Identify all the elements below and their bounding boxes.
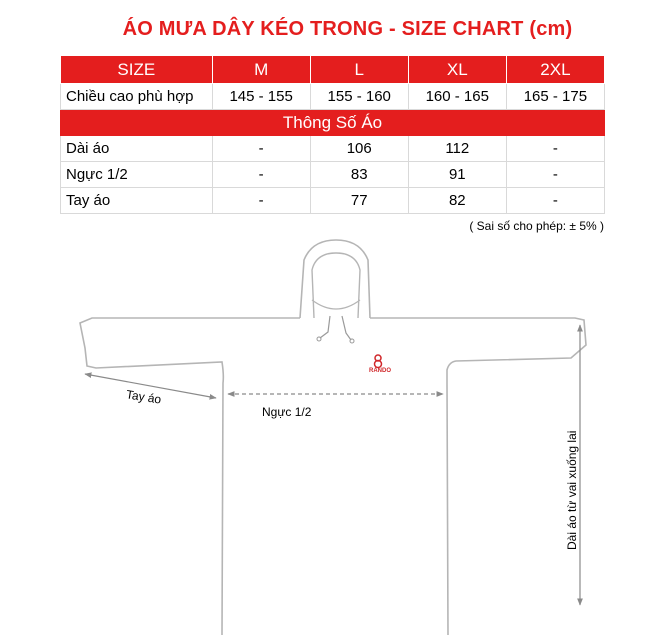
coat-outline [80,318,586,635]
header-size: SIZE [61,56,213,84]
table-cell: - [506,188,604,214]
header-2xl: 2XL [506,56,604,84]
table-cell: 160 - 165 [408,84,506,110]
row-label: Tay áo [61,188,213,214]
header-l: L [310,56,408,84]
table-cell: - [212,136,310,162]
table-cell: 77 [310,188,408,214]
table-cell: 165 - 175 [506,84,604,110]
header-xl: XL [408,56,506,84]
table-cell: 106 [310,136,408,162]
row-label: Dài áo [61,136,213,162]
section-title: Thông Số Áo [61,110,605,136]
sleeve-label: Tay áo [125,387,163,407]
drawstring-left [320,316,330,338]
page-title: ÁO MƯA DÂY KÉO TRONG - SIZE CHART (cm) [122,18,573,40]
table-cell: 145 - 155 [212,84,310,110]
drawstring-tip [350,339,354,343]
table-cell: 91 [408,162,506,188]
table-cell: - [506,136,604,162]
brand-logo [375,355,382,368]
drawstring-tip [317,337,321,341]
row-label: Chiều cao phù hợp [61,84,213,110]
chest-label: Ngực 1/2 [262,405,312,419]
brand-name: RANDO [369,368,391,374]
table-cell: - [212,162,310,188]
table-cell: 112 [408,136,506,162]
table-cell: - [212,188,310,214]
face-opening [312,253,360,318]
row-label: Ngực 1/2 [61,162,213,188]
table-cell: - [506,162,604,188]
drawstring-right [342,316,351,340]
tolerance-note: ( Sai số cho phép: ± 5% ) [469,219,604,233]
table-cell: 82 [408,188,506,214]
hood-chin [312,300,360,309]
table-cell: 83 [310,162,408,188]
header-m: M [212,56,310,84]
length-label: Dài áo từ vai xuống lai [565,430,579,550]
table-cell: 155 - 160 [310,84,408,110]
